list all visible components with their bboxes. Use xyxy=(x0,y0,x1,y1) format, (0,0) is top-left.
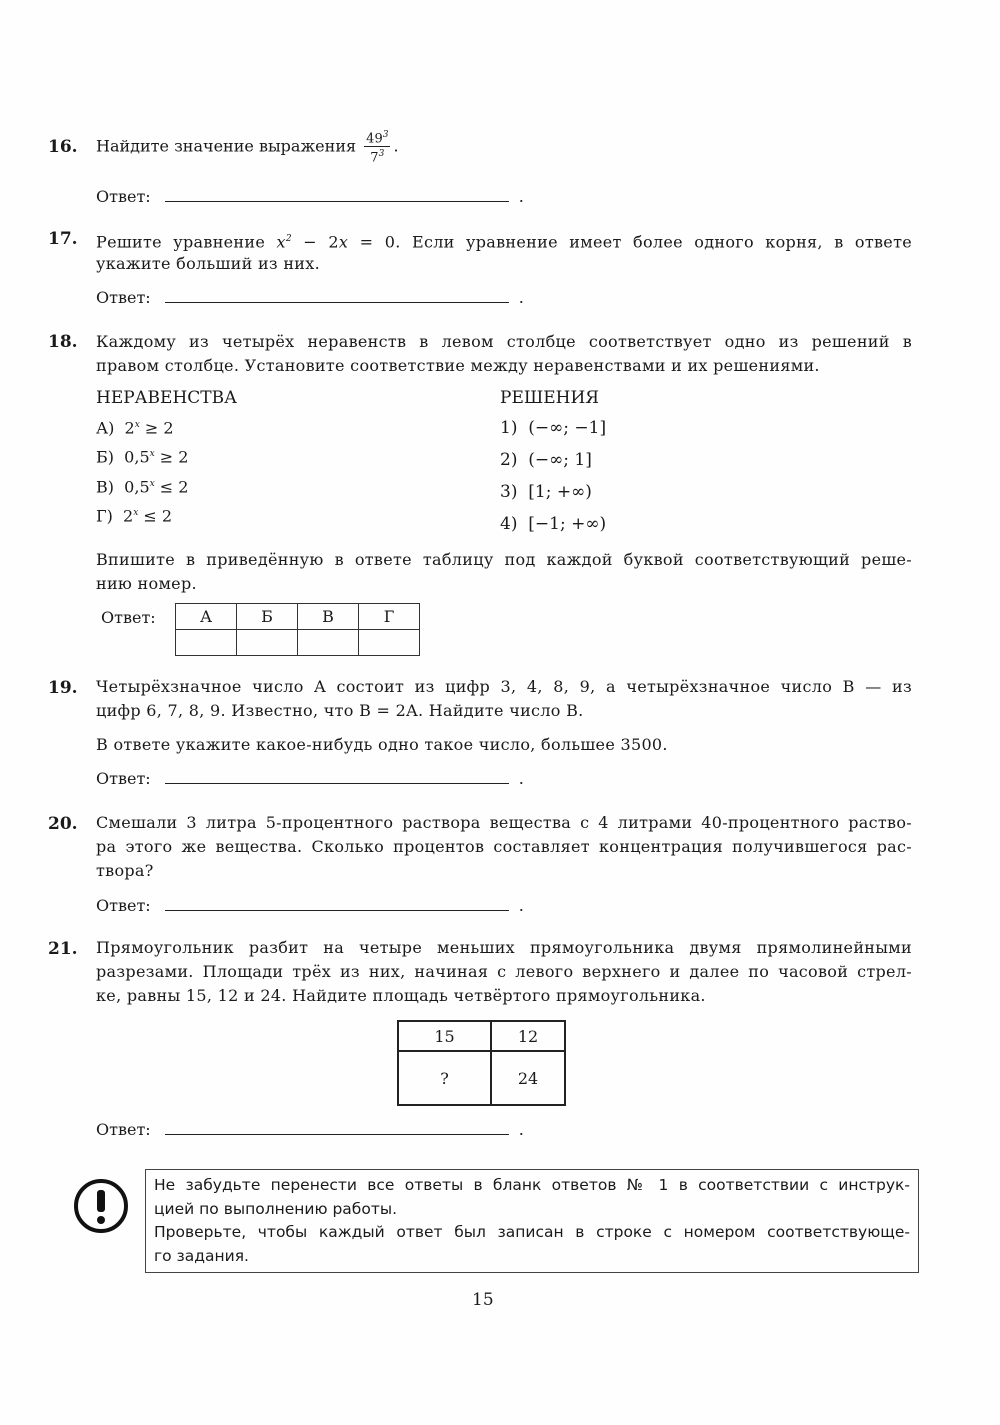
inequality-item xyxy=(96,500,188,529)
answer-cell[interactable] xyxy=(237,630,298,656)
answer-field[interactable] xyxy=(165,896,509,911)
interval: [−1; +∞) xyxy=(528,514,607,534)
q17-line2: укажите больший из них. xyxy=(96,254,320,273)
item-label: 1) xyxy=(500,418,518,438)
q17-answer: Ответ: . xyxy=(96,288,524,307)
answer-field[interactable] xyxy=(165,769,509,784)
q21-line1: Прямоугольник разбит на четыре меньших прямоугольника двумя прямолинейными xyxy=(96,938,912,957)
eq: = 0 xyxy=(348,232,396,252)
exp: x xyxy=(149,449,155,460)
q16-text xyxy=(96,128,399,166)
q19-number: 19. xyxy=(48,678,78,698)
q17-pre: Решите уравнение xyxy=(96,232,266,252)
q20-answer: Ответ: . xyxy=(96,896,524,915)
item-label: Г) xyxy=(96,506,113,526)
item-label: А) xyxy=(96,418,115,438)
q20-line2: ра этого же вещества. Сколько процентов составляет концентрация получившегося рас- xyxy=(96,837,912,856)
interval: (−∞; −1] xyxy=(528,418,607,438)
q20-number: 20. xyxy=(48,814,78,834)
solutions-header: РЕШЕНИЯ xyxy=(500,388,600,408)
solution-item xyxy=(500,444,606,476)
answer-field[interactable] xyxy=(165,288,509,303)
rect-cell: 15 xyxy=(398,1021,491,1051)
period: . xyxy=(393,136,399,156)
item-label: 2) xyxy=(500,450,518,470)
q16-prompt: Найдите значение выражения xyxy=(96,136,357,156)
q16-fraction xyxy=(364,128,390,166)
q21-number: 21. xyxy=(48,939,78,959)
exp: 3 xyxy=(378,149,385,160)
notice-line: Проверьте, чтобы каждый ответ был записан в строке с номером соответствующе- xyxy=(154,1223,910,1241)
answer-field[interactable] xyxy=(165,187,509,202)
item-label: 4) xyxy=(500,514,518,534)
base: 0,5 xyxy=(124,476,150,496)
answer-label: Ответ: xyxy=(101,608,156,627)
q18-instr2: нию номер. xyxy=(96,574,197,593)
q16-answer: Ответ: . xyxy=(96,187,524,206)
eq: x xyxy=(338,232,349,252)
q17-rest: . Если уравнение имеет более одного корня, в ответе xyxy=(395,232,912,252)
q19-line3: В ответе укажите какое-нибудь одно такое число, большее 3500. xyxy=(96,735,668,754)
exp: x xyxy=(134,420,140,430)
answer-label: Ответ: xyxy=(96,896,151,915)
interval: [1; +∞) xyxy=(528,482,592,502)
eq: x xyxy=(276,232,286,252)
q17-number: 17. xyxy=(48,229,78,249)
q16-number: 16. xyxy=(48,137,78,157)
rest: ≥ 2 xyxy=(159,447,189,467)
q21-answer: Ответ: . xyxy=(96,1120,524,1139)
exp: x xyxy=(149,478,155,489)
answer-label: Ответ: xyxy=(96,288,151,307)
q19-answer: Ответ: . xyxy=(96,769,524,788)
inequality-item xyxy=(96,441,188,470)
rest: ≥ 2 xyxy=(144,418,174,438)
answer-label: Ответ: xyxy=(96,769,151,788)
q18-instr1: Впишите в приведённую в ответе таблицу под каждой буквой соответствующий реше- xyxy=(96,550,912,569)
q19-line1: Четырёхзначное число A состоит из цифр 3, 4, 8, 9, а четырёхзначное число B — из xyxy=(96,677,912,696)
solution-item xyxy=(500,412,606,444)
base: 0,5 xyxy=(124,447,150,467)
answer-cell[interactable] xyxy=(176,630,237,656)
rest: ≤ 2 xyxy=(143,506,173,526)
exp: x xyxy=(133,507,139,518)
solution-item xyxy=(500,476,606,508)
item-label: 3) xyxy=(500,482,518,502)
rect-cell: 24 xyxy=(491,1051,565,1105)
inequalities-list xyxy=(96,412,188,529)
inequalities-header: НЕРАВЕНСТВА xyxy=(96,388,237,408)
exp: 3 xyxy=(382,130,389,140)
answer-label: Ответ: xyxy=(96,187,151,206)
col-header: Г xyxy=(359,604,420,630)
col-header: А xyxy=(176,604,237,630)
frac-numerator: 49 xyxy=(366,131,383,147)
page-number: 15 xyxy=(472,1290,494,1310)
item-label: В) xyxy=(96,476,114,496)
rect-cell: ? xyxy=(398,1051,491,1105)
notice-line: Не забудьте перенести все ответы в бланк ответов № 1 в соответствии с инструк- xyxy=(154,1176,910,1194)
rectangle-figure xyxy=(397,1020,566,1106)
notice-line: цией по выполнению работы. xyxy=(154,1199,398,1218)
interval: (−∞; 1] xyxy=(528,450,592,470)
rect-cell: 12 xyxy=(491,1021,565,1051)
q19-line2: цифр 6, 7, 8, 9. Известно, что B = 2A. Найдите число B. xyxy=(96,701,584,720)
inequality-item xyxy=(96,471,188,500)
notice-box xyxy=(145,1169,919,1273)
exclamation-icon xyxy=(72,1177,130,1235)
item-label: Б) xyxy=(96,447,114,467)
q18-line1: Каждому из четырёх неравенств в левом столбце соответствует одно из решений в xyxy=(96,332,912,351)
answer-cell[interactable] xyxy=(298,630,359,656)
notice-line: го задания. xyxy=(154,1246,249,1265)
base: 2 xyxy=(123,506,134,526)
q20-line1: Смешали 3 литра 5-процентного раствора вещества с 4 литрами 40-процентного раство- xyxy=(96,813,912,832)
q17-line1 xyxy=(96,227,912,255)
eq: − 2 xyxy=(291,232,339,252)
col-header: В xyxy=(298,604,359,630)
q20-line3: твора? xyxy=(96,861,154,880)
answer-field[interactable] xyxy=(165,1120,509,1135)
answer-label: Ответ: xyxy=(96,1120,151,1139)
solution-item xyxy=(500,508,606,540)
answer-cell[interactable] xyxy=(359,630,420,656)
rest: ≤ 2 xyxy=(159,476,189,496)
q18-line2: правом столбце. Установите соответствие между неравенствами и их решениями. xyxy=(96,356,820,375)
q21-line2: разрезами. Площади трёх из них, начиная с левого верхнего и далее по часовой стрел- xyxy=(96,962,912,981)
base: 2 xyxy=(124,418,135,438)
exp: 2 xyxy=(285,234,292,244)
inequality-item xyxy=(96,412,188,441)
col-header: Б xyxy=(237,604,298,630)
q18-number: 18. xyxy=(48,332,78,352)
frac-denominator: 7 xyxy=(370,150,379,166)
answer-table xyxy=(175,603,420,656)
solutions-list xyxy=(500,412,606,540)
q21-line3: ке, равны 15, 12 и 24. Найдите площадь четвёртого прямоугольника. xyxy=(96,986,706,1005)
